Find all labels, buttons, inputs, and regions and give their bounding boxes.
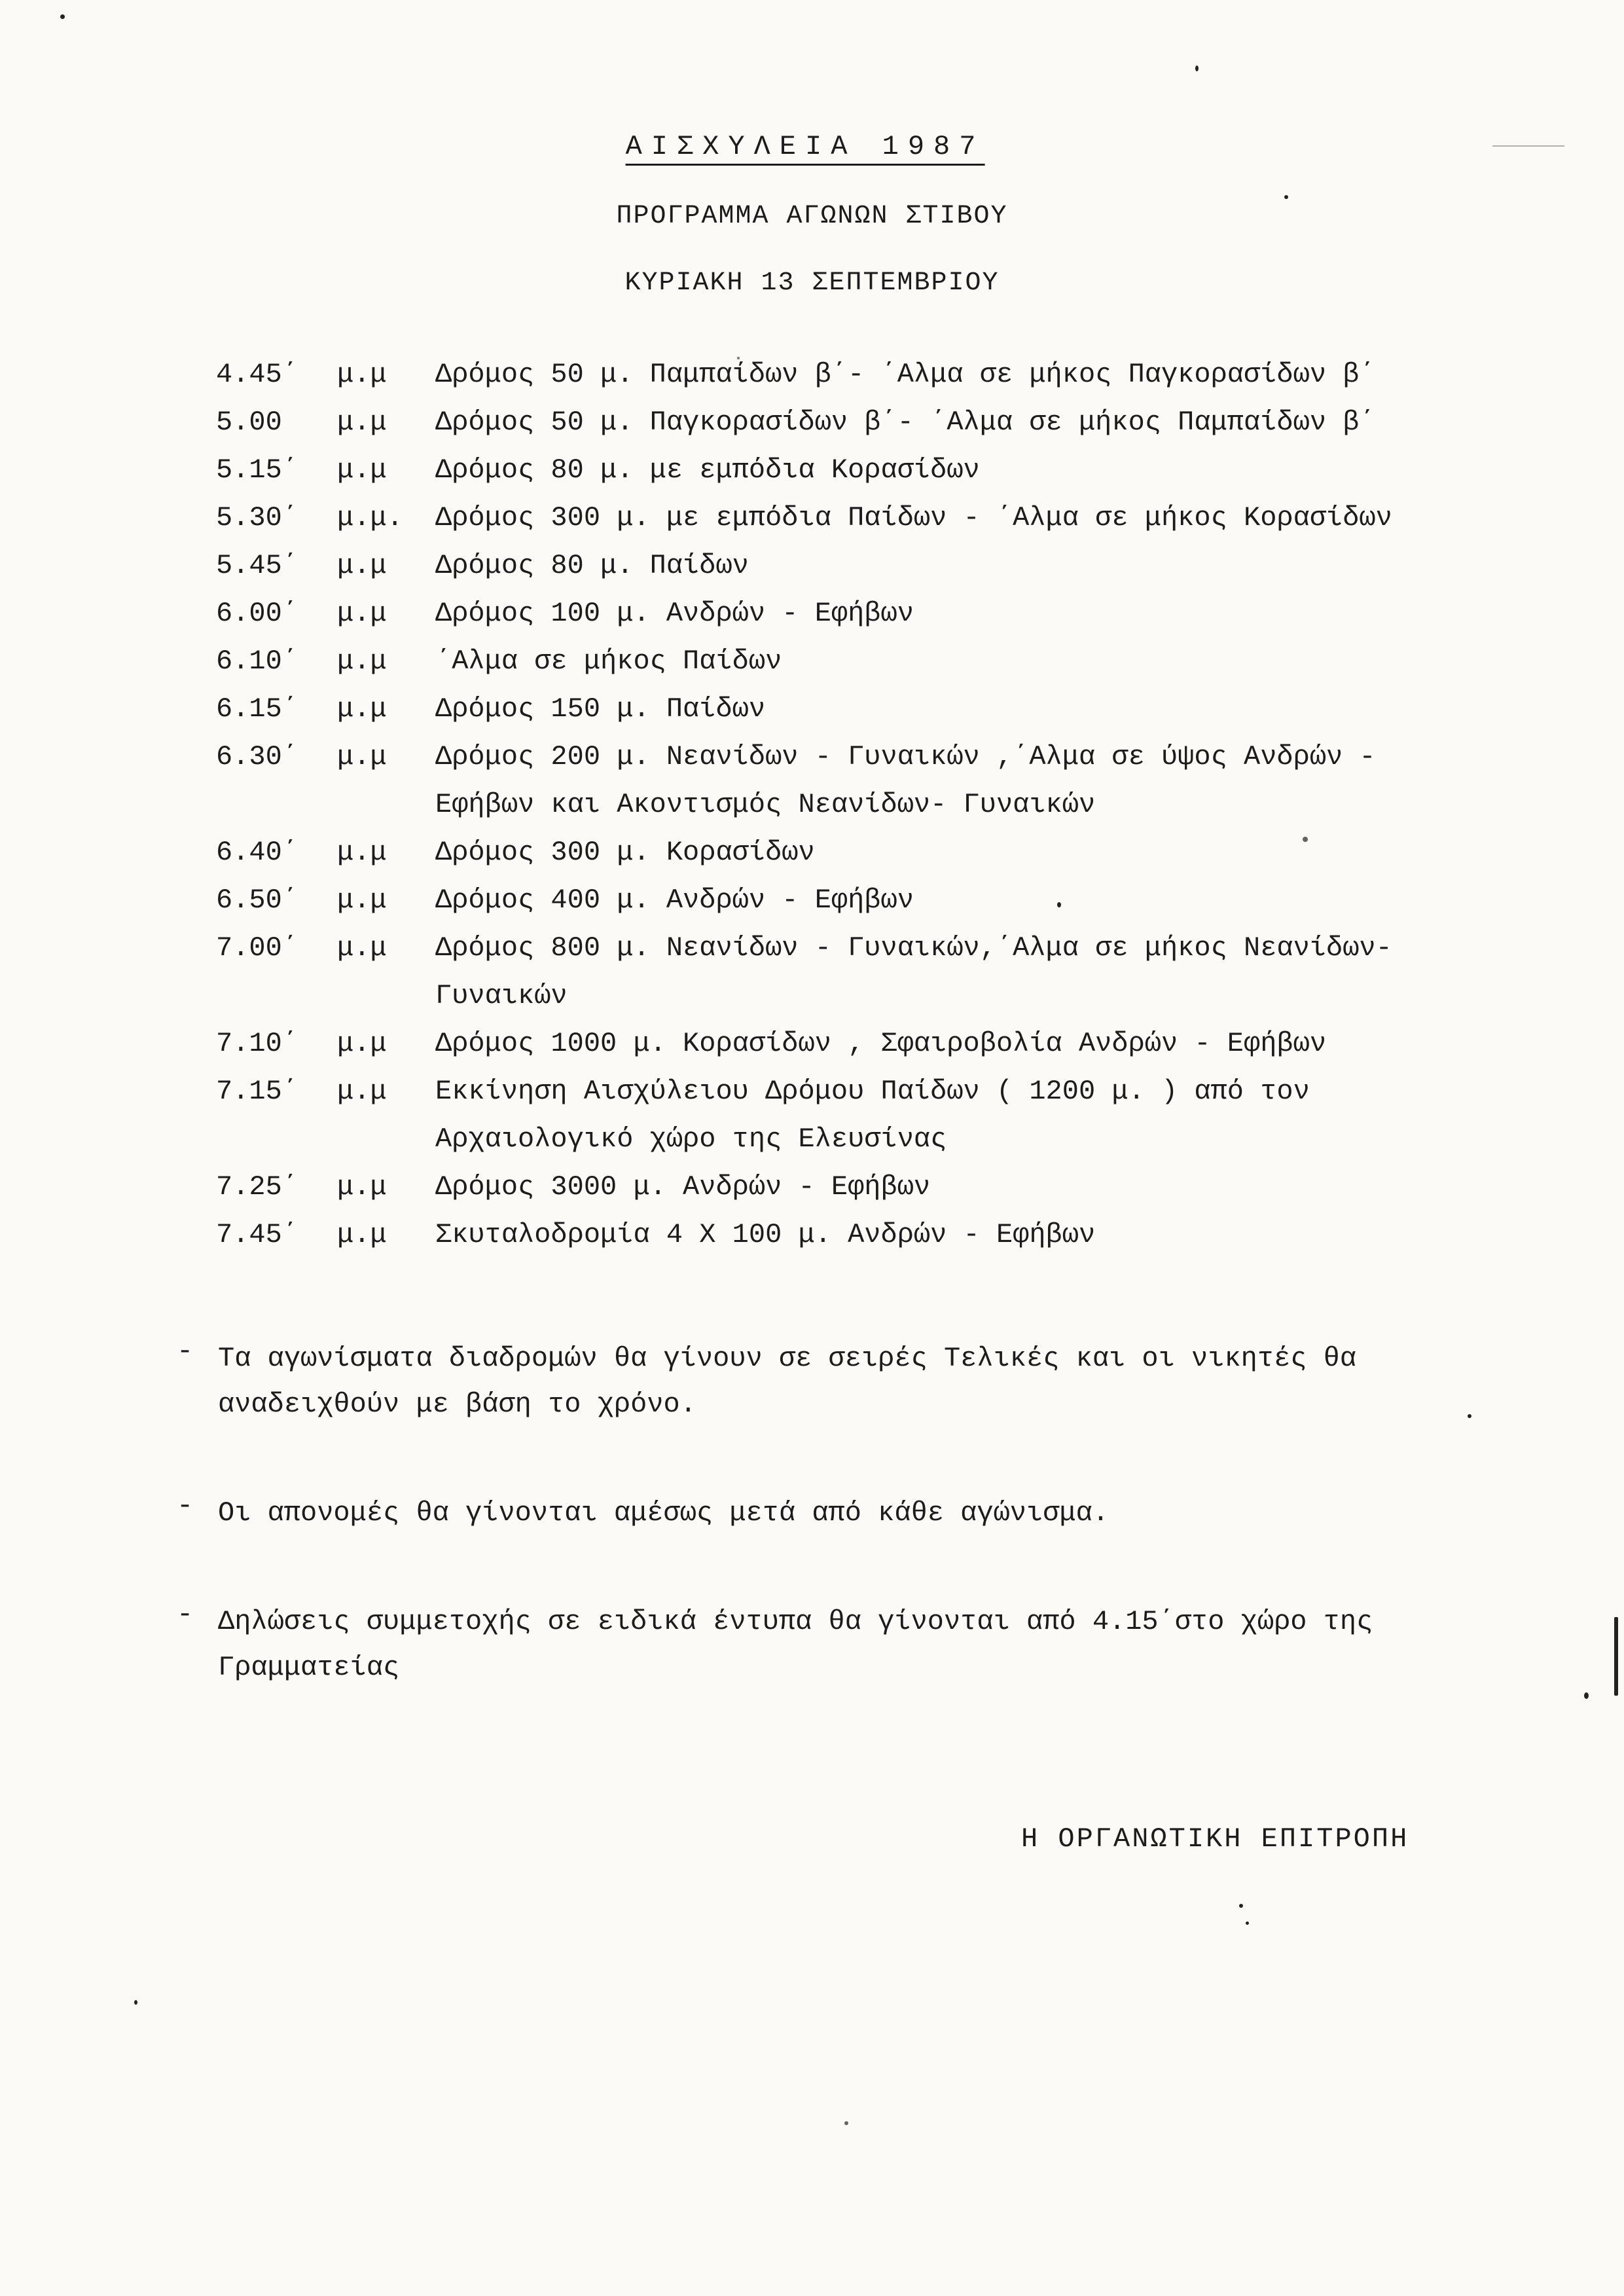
event-time: 5.15΄ — [216, 454, 299, 486]
schedule-row — [216, 502, 1564, 550]
scan-speck — [60, 14, 65, 19]
scan-speck — [1584, 1692, 1589, 1699]
note-dash: - — [177, 1490, 194, 1522]
event-time-unit: μ.μ — [337, 1171, 387, 1203]
event-description: Δρόμος 3000 μ. Ανδρών - Εφήβων — [435, 1171, 931, 1203]
event-time: 6.10΄ — [216, 646, 299, 677]
note-item — [177, 1599, 1512, 1690]
note-text: Τα αγωνίσματα διαδρομών θα γίνουν σε σειρές Τελικές και οι νικητές θα αναδειχθούν με βάση το χρόνο. — [218, 1343, 1357, 1420]
note-text: Δηλώσεις συμμετοχής σε ειδικά έντυπα θα γίνονται από 4.15΄στο χώρο της Γραμματείας — [218, 1606, 1373, 1683]
event-time-unit: μ.μ — [337, 1028, 387, 1059]
event-description: Σκυταλοδρομία 4 Χ 100 μ. Ανδρών - Εφήβων — [435, 1219, 1096, 1250]
event-time-unit: μ.μ. — [337, 502, 403, 534]
event-description: Δρόμος 300 μ. Κορασίδων — [435, 837, 815, 868]
event-description: Δρόμος 400 μ. Ανδρών - Εφήβων — [435, 884, 914, 916]
event-description: Δρόμος 300 μ. με εμπόδια Παίδων - ΄Αλμα σε μήκος Κορασίδων — [435, 502, 1392, 534]
event-time-unit: μ.μ — [337, 932, 387, 964]
scan-speck — [134, 2000, 137, 2005]
event-description: Δρόμος 1000 μ. Κορασίδων , Σφαιροβολία Ανδρών - Εφήβων — [435, 1028, 1327, 1059]
scan-speck — [1239, 1904, 1243, 1908]
event-time-unit: μ.μ — [337, 550, 387, 581]
event-time: 6.50΄ — [216, 884, 299, 916]
event-description: Δρόμος 150 μ. Παίδων — [435, 693, 766, 725]
event-time: 5.30΄ — [216, 502, 299, 534]
event-time: 6.15΄ — [216, 693, 299, 725]
event-description: Δρόμος 200 μ. Νεανίδων - Γυναικών ,΄Αλμα σε ύψος Ανδρών - — [435, 741, 1376, 773]
event-time-unit: μ.μ — [337, 741, 387, 773]
scan-speck — [844, 2121, 848, 2125]
scan-speck — [1246, 1922, 1249, 1925]
event-time-unit: μ.μ — [337, 1076, 387, 1107]
schedule-row — [216, 1219, 1564, 1267]
event-description: Εκκίνηση Αισχύλειου Δρόμου Παίδων ( 1200 μ. ) από τον — [435, 1076, 1310, 1107]
document-date: ΚΥΡΙΑΚΗ 13 ΣΕΠΤΕΜΒΡΙΟΥ — [624, 268, 1000, 298]
note-dash: - — [177, 1336, 194, 1367]
event-time-unit: μ.μ — [337, 837, 387, 868]
schedule-row — [216, 693, 1564, 741]
event-description: Δρόμος 80 μ. με εμπόδια Κορασίδων — [435, 454, 980, 486]
schedule-row — [216, 932, 1564, 980]
event-schedule — [216, 359, 1564, 1267]
event-description-continued: Γυναικών — [435, 980, 568, 1011]
schedule-row — [216, 884, 1564, 932]
event-description: Δρόμος 100 μ. Ανδρών - Εφήβων — [435, 598, 914, 629]
schedule-row-continuation — [216, 789, 1564, 837]
notes-section — [177, 1336, 1512, 1753]
event-time: 5.00 — [216, 407, 282, 438]
note-text: Οι απονομές θα γίνονται αμέσως μετά από κάθε αγώνισμα. — [218, 1497, 1110, 1529]
scan-speck — [1195, 65, 1199, 71]
organizing-committee-signature: Η ΟΡΓΑΝΩΤΙΚΗ ΕΠΙΤΡΟΠΗ — [1021, 1823, 1409, 1855]
document-subtitle: ΠΡΟΓΡΑΜΜΑ ΑΓΩΝΩΝ ΣΤΙΒΟΥ — [616, 202, 1008, 231]
event-time: 7.15΄ — [216, 1076, 299, 1107]
schedule-row — [216, 550, 1564, 598]
schedule-row — [216, 741, 1564, 789]
event-description: Δρόμος 80 μ. Παίδων — [435, 550, 749, 581]
schedule-row — [216, 598, 1564, 646]
note-item — [177, 1336, 1512, 1427]
scan-speck — [1284, 195, 1288, 199]
event-time: 7.25΄ — [216, 1171, 299, 1203]
event-time: 7.10΄ — [216, 1028, 299, 1059]
event-time: 6.40΄ — [216, 837, 299, 868]
event-description-continued: Αρχαιολογικό χώρο της Ελευσίνας — [435, 1123, 947, 1155]
event-time-unit: μ.μ — [337, 359, 387, 390]
schedule-row-continuation — [216, 1123, 1564, 1171]
event-time-unit: μ.μ — [337, 407, 387, 438]
event-description: Δρόμος 50 μ. Παμπαίδων β΄- ΄Αλμα σε μήκος Παγκορασίδων β΄ — [435, 359, 1376, 390]
schedule-row — [216, 454, 1564, 502]
document-title: ΑΙΣΧΥΛΕΙΑ 1987 — [626, 131, 985, 166]
event-description: ΄Αλμα σε μήκος Παίδων — [435, 646, 782, 677]
event-time: 6.00΄ — [216, 598, 299, 629]
schedule-row — [216, 646, 1564, 693]
event-time: 6.30΄ — [216, 741, 299, 773]
event-description: Δρόμος 50 μ. Παγκορασίδων β΄- ΄Αλμα σε μήκος Παμπαίδων β΄ — [435, 407, 1376, 438]
scan-speck — [1492, 145, 1564, 147]
event-time-unit: μ.μ — [337, 598, 387, 629]
event-description-continued: Εφήβων και Ακοντισμός Νεανίδων- Γυναικών — [435, 789, 1096, 820]
event-time-unit: μ.μ — [337, 693, 387, 725]
schedule-row — [216, 1076, 1564, 1123]
event-description: Δρόμος 800 μ. Νεανίδων - Γυναικών,΄Αλμα σε μήκος Νεανίδων- — [435, 932, 1392, 964]
event-time-unit: μ.μ — [337, 884, 387, 916]
schedule-row — [216, 359, 1564, 407]
note-item — [177, 1490, 1512, 1536]
scan-speck — [1614, 1617, 1618, 1696]
schedule-row — [216, 1028, 1564, 1076]
event-time: 7.00΄ — [216, 932, 299, 964]
schedule-row — [216, 407, 1564, 454]
note-dash: - — [177, 1599, 194, 1630]
schedule-row-continuation — [216, 980, 1564, 1028]
event-time: 7.45΄ — [216, 1219, 299, 1250]
schedule-row — [216, 1171, 1564, 1219]
event-time-unit: μ.μ — [337, 646, 387, 677]
event-time: 5.45΄ — [216, 550, 299, 581]
event-time-unit: μ.μ — [337, 454, 387, 486]
event-time: 4.45΄ — [216, 359, 299, 390]
schedule-row — [216, 837, 1564, 884]
event-time-unit: μ.μ — [337, 1219, 387, 1250]
